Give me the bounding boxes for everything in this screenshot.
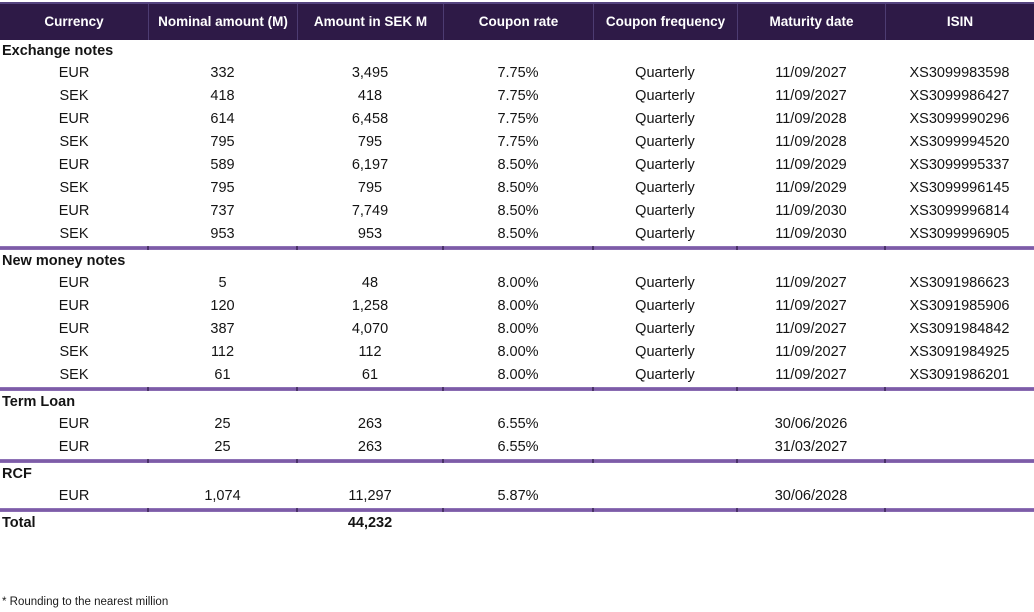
- table-section: [0, 40, 1034, 250]
- table-row: [0, 62, 1034, 85]
- column-header-nominal-amount: Nominal amount (M): [148, 4, 297, 40]
- column-border-tick: [884, 387, 886, 391]
- table-row: [0, 177, 1034, 200]
- column-border-tick: [884, 459, 886, 463]
- table-section: [0, 463, 1034, 512]
- column-border-tick: [592, 387, 594, 391]
- coupon-rate-cell: 6.55%: [497, 416, 539, 432]
- nominal-amount-cell: 418: [210, 88, 235, 104]
- amount-sek-cell: 1,258: [351, 298, 389, 314]
- isin-cell: XS3091986623: [909, 275, 1010, 291]
- isin-cell: XS3099996145: [909, 180, 1010, 196]
- total-row: [0, 512, 1034, 535]
- amount-sek-cell: 11,297: [348, 488, 392, 504]
- table-row: [0, 413, 1034, 436]
- rounding-footnote: * Rounding to the nearest million: [2, 596, 169, 608]
- currency-cell: SEK: [59, 226, 89, 242]
- column-header-currency: Currency: [44, 14, 104, 29]
- section-separator: [0, 459, 1034, 463]
- column-header-isin: ISIN: [885, 4, 1034, 40]
- isin-cell: XS3099986427: [909, 88, 1010, 104]
- nominal-amount-cell: 795: [210, 134, 235, 150]
- column-border-tick: [736, 387, 738, 391]
- maturity-date-cell: 11/09/2029: [775, 157, 847, 173]
- table-row: [0, 272, 1034, 295]
- isin-cell: XS3091985906: [909, 298, 1010, 314]
- maturity-date-cell: 11/09/2028: [775, 111, 847, 127]
- column-border-tick: [442, 508, 444, 512]
- column-border-tick: [592, 459, 594, 463]
- maturity-date-cell: 11/09/2027: [775, 65, 847, 81]
- table-row: [0, 318, 1034, 341]
- column-border-tick: [147, 246, 149, 250]
- column-header-coupon-frequency: Coupon frequency: [593, 4, 737, 40]
- column-border-tick: [147, 459, 149, 463]
- currency-cell: EUR: [58, 439, 90, 455]
- table-row: [0, 200, 1034, 223]
- coupon-frequency-cell: Quarterly: [635, 344, 695, 360]
- total-label: Total: [2, 515, 36, 531]
- coupon-frequency-cell: Quarterly: [635, 157, 695, 173]
- column-border-tick: [736, 246, 738, 250]
- column-border-tick: [296, 508, 298, 512]
- column-border-tick: [736, 459, 738, 463]
- currency-cell: EUR: [58, 203, 90, 219]
- nominal-amount-cell: 795: [210, 180, 235, 196]
- isin-cell: XS3099983598: [909, 65, 1010, 81]
- column-border-tick: [296, 387, 298, 391]
- maturity-date-cell: 11/09/2027: [775, 298, 847, 314]
- coupon-rate-cell: 7.75%: [497, 134, 539, 150]
- isin-cell: XS3099994520: [909, 134, 1010, 150]
- currency-cell: EUR: [58, 298, 90, 314]
- currency-cell: EUR: [58, 111, 90, 127]
- amount-sek-cell: 953: [357, 226, 383, 242]
- isin-cell: XS3091984842: [909, 321, 1010, 337]
- currency-cell: EUR: [58, 321, 90, 337]
- isin-cell: XS3091984925: [909, 344, 1010, 360]
- section-label: RCF: [2, 466, 32, 482]
- currency-cell: EUR: [58, 275, 90, 291]
- amount-sek-cell: 3,495: [351, 65, 389, 81]
- isin-cell: XS3099995337: [909, 157, 1010, 173]
- table-row: [0, 85, 1034, 108]
- nominal-amount-cell: 112: [210, 344, 235, 360]
- amount-sek-cell: 795: [357, 180, 383, 196]
- coupon-frequency-cell: Quarterly: [635, 367, 695, 383]
- amount-sek-cell: 4,070: [351, 321, 389, 337]
- currency-cell: EUR: [58, 157, 90, 173]
- column-border-tick: [442, 387, 444, 391]
- isin-cell: [885, 436, 1034, 459]
- coupon-frequency-cell: Quarterly: [635, 226, 695, 242]
- nominal-amount-cell: 332: [210, 65, 235, 81]
- maturity-date-cell: 11/09/2027: [775, 367, 847, 383]
- coupon-rate-cell: 8.00%: [497, 321, 539, 337]
- nominal-amount-cell: 120: [210, 298, 235, 314]
- amount-sek-cell: 6,197: [351, 157, 389, 173]
- amount-sek-cell: 7,749: [351, 203, 389, 219]
- coupon-frequency-cell: Quarterly: [635, 180, 695, 196]
- table-row: [0, 341, 1034, 364]
- column-header-maturity-date: Maturity date: [737, 4, 885, 40]
- currency-cell: SEK: [59, 88, 89, 104]
- currency-cell: EUR: [58, 65, 90, 81]
- nominal-amount-cell: 5: [218, 275, 227, 291]
- coupon-frequency-cell: Quarterly: [635, 203, 695, 219]
- amount-sek-cell: 795: [357, 134, 383, 150]
- isin-cell: XS3099996905: [909, 226, 1010, 242]
- coupon-rate-cell: 6.55%: [497, 439, 539, 455]
- coupon-rate-cell: 8.50%: [497, 203, 539, 219]
- isin-cell: [885, 485, 1034, 508]
- nominal-amount-cell: 614: [210, 111, 235, 127]
- amount-sek-cell: 418: [357, 88, 383, 104]
- coupon-rate-cell: 7.75%: [497, 111, 539, 127]
- isin-cell: XS3091986201: [909, 367, 1010, 383]
- table-row: [0, 154, 1034, 177]
- table-header: [0, 2, 1034, 40]
- column-border-tick: [147, 508, 149, 512]
- table-row: [0, 295, 1034, 318]
- section-separator: [0, 508, 1034, 512]
- column-border-tick: [592, 508, 594, 512]
- coupon-rate-cell: 8.00%: [497, 275, 539, 291]
- maturity-date-cell: 11/09/2029: [775, 180, 847, 196]
- coupon-frequency-cell: Quarterly: [635, 275, 695, 291]
- coupon-frequency-cell: Quarterly: [635, 321, 695, 337]
- currency-cell: SEK: [59, 367, 89, 383]
- coupon-rate-cell: 5.87%: [497, 488, 539, 504]
- column-border-tick: [592, 246, 594, 250]
- coupon-frequency-cell: Quarterly: [635, 134, 695, 150]
- table-row: [0, 364, 1034, 387]
- isin-cell: XS3099990296: [909, 111, 1010, 127]
- nominal-amount-cell: 25: [214, 416, 231, 432]
- section-label: Exchange notes: [2, 43, 114, 59]
- coupon-frequency-cell: [593, 485, 737, 508]
- maturity-date-cell: 11/09/2028: [775, 134, 847, 150]
- coupon-rate-cell: 7.75%: [497, 88, 539, 104]
- amount-sek-cell: 263: [357, 416, 383, 432]
- column-border-tick: [296, 459, 298, 463]
- table-section: [0, 391, 1034, 463]
- maturity-date-cell: 11/09/2030: [775, 203, 847, 219]
- column-border-tick: [884, 508, 886, 512]
- nominal-amount-cell: 1,074: [204, 488, 241, 504]
- table-row: [0, 436, 1034, 459]
- coupon-rate-cell: 8.00%: [497, 298, 539, 314]
- column-header-coupon-rate: Coupon rate: [443, 4, 593, 40]
- coupon-rate-cell: 8.50%: [497, 157, 539, 173]
- maturity-date-cell: 30/06/2028: [774, 488, 848, 504]
- currency-cell: SEK: [59, 134, 89, 150]
- section-separator: [0, 387, 1034, 391]
- maturity-date-cell: 11/09/2027: [775, 275, 847, 291]
- coupon-frequency-cell: Quarterly: [635, 298, 695, 314]
- maturity-date-cell: 30/06/2026: [774, 416, 848, 432]
- currency-cell: SEK: [59, 344, 89, 360]
- column-border-tick: [736, 508, 738, 512]
- amount-sek-cell: 263: [357, 439, 383, 455]
- amount-sek-cell: 61: [361, 367, 379, 383]
- table-row: [0, 108, 1034, 131]
- maturity-date-cell: 31/03/2027: [774, 439, 848, 455]
- total-amount-sek: 44,232: [347, 515, 393, 531]
- table-body: [0, 40, 1034, 512]
- column-border-tick: [296, 246, 298, 250]
- amount-sek-cell: 112: [358, 344, 382, 360]
- maturity-date-cell: 11/09/2027: [775, 321, 847, 337]
- amount-sek-cell: 48: [361, 275, 379, 291]
- table-row: [0, 485, 1034, 508]
- nominal-amount-cell: 589: [210, 157, 235, 173]
- currency-cell: SEK: [59, 180, 89, 196]
- section-separator: [0, 246, 1034, 250]
- coupon-rate-cell: 8.50%: [497, 180, 539, 196]
- currency-cell: EUR: [58, 416, 90, 432]
- isin-cell: [885, 413, 1034, 436]
- column-border-tick: [442, 246, 444, 250]
- coupon-frequency-cell: Quarterly: [635, 65, 695, 81]
- coupon-rate-cell: 8.00%: [497, 344, 539, 360]
- coupon-frequency-cell: [593, 436, 737, 459]
- coupon-rate-cell: 8.50%: [497, 226, 539, 242]
- maturity-date-cell: 11/09/2030: [775, 226, 847, 242]
- nominal-amount-cell: 387: [210, 321, 235, 337]
- column-header-amount-sek: Amount in SEK M: [297, 4, 443, 40]
- currency-cell: EUR: [58, 488, 90, 504]
- table-row: [0, 131, 1034, 154]
- section-label: Term Loan: [2, 394, 76, 410]
- coupon-rate-cell: 8.00%: [497, 367, 539, 383]
- amount-sek-cell: 6,458: [351, 111, 389, 127]
- table-row: [0, 223, 1034, 246]
- column-border-tick: [884, 246, 886, 250]
- column-border-tick: [147, 387, 149, 391]
- table-section: [0, 250, 1034, 391]
- nominal-amount-cell: 25: [214, 439, 231, 455]
- nominal-amount-cell: 953: [210, 226, 235, 242]
- coupon-frequency-cell: Quarterly: [635, 88, 695, 104]
- isin-cell: XS3099996814: [909, 203, 1010, 219]
- nominal-amount-cell: 737: [210, 203, 235, 219]
- nominal-amount-cell: 61: [214, 367, 231, 383]
- maturity-date-cell: 11/09/2027: [775, 88, 847, 104]
- section-label: New money notes: [2, 253, 126, 269]
- debt-structure-table: [0, 2, 1034, 612]
- maturity-date-cell: 11/09/2027: [775, 344, 847, 360]
- column-border-tick: [442, 459, 444, 463]
- coupon-frequency-cell: Quarterly: [635, 111, 695, 127]
- coupon-rate-cell: 7.75%: [497, 65, 539, 81]
- coupon-frequency-cell: [593, 413, 737, 436]
